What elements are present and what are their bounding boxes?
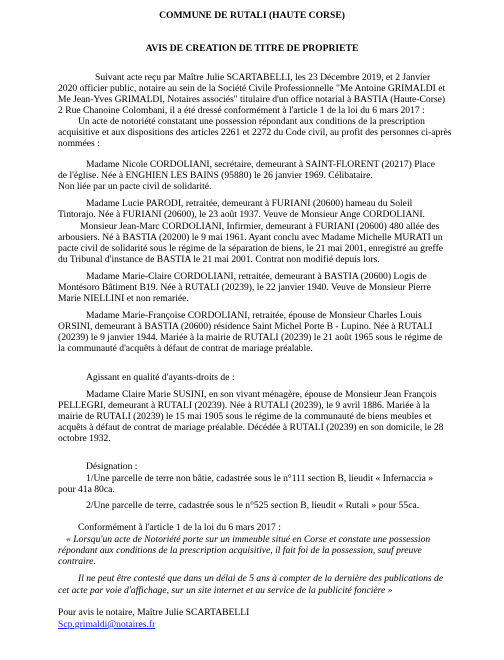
- text-line: Agissant en qualité d'ayants-droits de :: [86, 372, 235, 383]
- text-line: mairie de RUTALI (20239) le 15 mai 1905 sous le régime de la communauté de biens meubles et: [58, 411, 432, 422]
- text-line: de l'église. Née à ENGHIEN LES BAINS (95880) le 26 janvier 1969. Célibataire.: [58, 170, 373, 181]
- text-line: Non liée par un pacte civil de solidarité.: [58, 181, 212, 192]
- text-line: acquêts à défaut de contrat de mariage préalable. Décédée à RUTALI (20239) en son domicile, le 28: [58, 422, 444, 433]
- quote-line: « Lorsqu'un acte de Notoriété porte sur un immeuble situé en Corse et constate une possession: [66, 534, 431, 545]
- text-line: 2020 officier public, notaire au sein de la Société Civile Professionnelle "Me Antoine GRIMALDI et: [58, 83, 446, 94]
- text-line: Madame Lucie PARODI, retraitée, demeurant à FURIANI (20600) hameau du Soleil: [86, 198, 413, 209]
- text-line: PELLEGRI, demeurant à RUTALI (20239). Née à RUTALI (20239), le 9 avril 1886. Mariée à la: [58, 400, 430, 411]
- text-line: Conformément à l'article 1 de la loi du 6 mars 2017 :: [78, 522, 281, 533]
- text-line: Un acte de notoriété constatant une possession répondant aux conditions de la prescription: [78, 116, 425, 127]
- text-line: Me Jean-Yves GRIMALDI, Notaires associés" titulaire d'un office notarial à BASTIA (Haute-Corse): [58, 94, 446, 105]
- email-link[interactable]: Scp.grimaldi@notaires.fr: [58, 619, 156, 630]
- text-line: Montésoro Bâtiment B19. Née à RUTALI (20239), le 22 janvier 1940. Veuve de Monsieur Pierre: [58, 282, 431, 293]
- text-line: Madame Marie-Françoise CORDOLIANI, retraitée, épouse de Monsieur Charles Louis: [86, 310, 422, 321]
- notice-title: AVIS DE CREATION DE TITRE DE PROPRIETE: [145, 43, 359, 54]
- text-line: pour 41a 80ca.: [58, 484, 115, 495]
- text-line: nommées :: [58, 138, 100, 149]
- text-line: 2/Une parcelle de terre, cadastrée sous le n°525 section B, lieudit « Rutali » pour 55ca.: [86, 500, 420, 511]
- text-line: Désignation :: [86, 461, 138, 472]
- text-line: Suivant acte reçu par Maître Julie SCARTABELLI, les 23 Décembre 2019, et 2 Janvier: [95, 72, 431, 83]
- text-line: ORSINI, demeurant à BASTIA (20600) résidence Saint Michel Porte B - Lupino. Née à RUTALI: [58, 321, 433, 332]
- quote-line: répondant aux conditions de la prescription acquisitive, il fait foi de la possession, sauf preuve: [58, 545, 422, 556]
- text-line: octobre 1932.: [58, 433, 111, 444]
- quote-line: contraire.: [58, 556, 96, 567]
- notary-signature: Pour avis le notaire, Maître Julie SCARTABELLI: [58, 607, 250, 618]
- commune-title: COMMUNE DE RUTALI (HAUTE CORSE): [159, 10, 345, 21]
- quote-line: Il ne peut être contesté que dans un délai de 5 ans à compter de la dernière des publications de: [78, 573, 444, 584]
- text-line: pacte civil de solidarité sous le régime de la séparation de biens, le 21 mai 2001, enregistré au greffe: [58, 243, 444, 254]
- quote-line: cet acte par voie d'affichage, sur un site internet et au service de la publicité foncière »: [58, 585, 393, 596]
- text-line: Monsieur Jean-Marc CORDOLIANI, Infirmier, demeurant à FURIANI (20600) 480 allée des: [80, 221, 440, 232]
- text-line: acquisitive et aux dispositions des articles 2261 et 2272 du Code civil, au profit des personnes ci-après: [58, 127, 452, 138]
- text-line: Madame Claire Marie SUSINI, en son vivant ménagère, épouse de Monsieur Jean François: [86, 389, 437, 400]
- text-line: (20239) le 9 janvier 1944. Mariée à la mairie de RUTALI (20239) le 21 août 1965 sous le régime de: [58, 332, 443, 343]
- text-line: Tintorajo. Née à FURIANI (20600), le 23 août 1937. Veuve de Monsieur Ange CORDOLIANI.: [58, 209, 425, 220]
- text-line: 2 Rue Chanoine Colombani, il a été dressé conformément à l'article 1 de la loi du 6 mars 2017 :: [58, 105, 425, 116]
- text-line: Marie NIELLINI et non remariée.: [58, 293, 189, 304]
- text-line: du Tribunal d'instance de BASTIA le 21 mai 2001. Contrat non modifié depuis lors.: [58, 254, 380, 265]
- text-line: 1/Une parcelle de terre non bâtie, cadastrée sous le n°111 section B, lieudit « Infernaccia »: [86, 473, 434, 484]
- text-line: arbousiers. Né à BASTIA (20200) le 9 mai 1961. Ayant conclu avec Madame Michelle MURATI un: [58, 232, 443, 243]
- text-line: Madame Nicole CORDOLIANI, secrétaire, demeurant à SAINT-FLORENT (20217) Place: [86, 159, 436, 170]
- text-line: Madame Marie-Claire CORDOLIANI, retraitée, demeurant à BASTIA (20600) Logis de: [86, 271, 427, 282]
- text-line: la communauté d'acquêts à défaut de contrat de mariage préalable.: [58, 343, 313, 354]
